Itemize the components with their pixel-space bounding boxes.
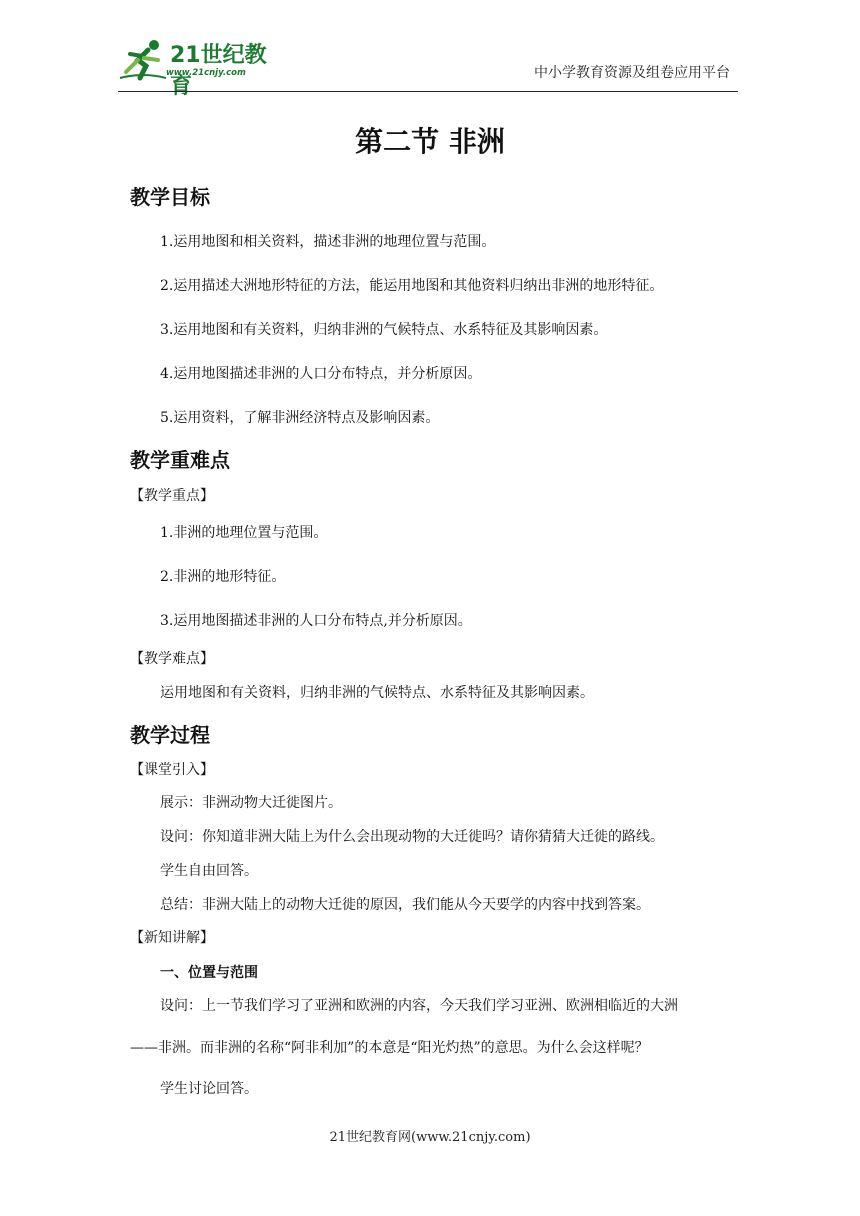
focus-item: 2.非洲的地形特征。	[160, 569, 286, 585]
sub-heading-location: 一、位置与范围	[160, 965, 258, 981]
focus-item: 1.非洲的地理位置与范围。	[160, 525, 328, 541]
header-divider	[118, 91, 738, 92]
page-title: 第二节 非洲	[355, 125, 505, 158]
goal-item: 4.运用地图描述非洲的人口分布特点，并分析原因。	[160, 366, 482, 382]
document-body	[130, 178, 730, 1099]
intro-item: 学生自由回答。	[160, 863, 258, 879]
page-footer: 21世纪教育网(www.21cnjy.com)	[329, 1130, 531, 1145]
section-heading-keypoints: 教学重难点	[130, 448, 230, 472]
goal-item: 2.运用描述大洲地形特征的方法，能运用地图和其他资料归纳出非洲的地形特征。	[160, 278, 664, 294]
intro-tag: 【课堂引入】	[130, 762, 214, 778]
question-line: 设问：上一节我们学习了亚洲和欧洲的内容，今天我们学习亚洲、欧洲相临近的大洲	[160, 998, 678, 1014]
section-heading-process: 教学过程	[130, 723, 210, 747]
question-line: ——非洲。而非洲的名称“阿非利加”的本意是“阳光灼热”的意思。为什么会这样呢？	[130, 1040, 649, 1056]
difficulty-tag: 【教学难点】	[130, 651, 214, 667]
intro-item: 总结：非洲大陆上的动物大迁徙的原因，我们能从今天要学的内容中找到答案。	[160, 897, 650, 913]
intro-item: 设问：你知道非洲大陆上为什么会出现动物的大迁徙吗？请你猜猜大迁徙的路线。	[160, 829, 664, 845]
goal-item: 1.运用地图和相关资料，描述非洲的地理位置与范围。	[160, 234, 496, 250]
page-header	[0, 0, 860, 99]
goal-item: 3.运用地图和有关资料，归纳非洲的气候特点、水系特征及其影响因素。	[160, 322, 608, 338]
discussion-line: 学生讨论回答。	[160, 1081, 258, 1097]
section-heading-goals: 教学目标	[130, 185, 210, 209]
platform-name: 中小学教育资源及组卷应用平台	[534, 65, 730, 81]
new-knowledge-tag: 【新知讲解】	[130, 930, 214, 946]
runner-logo-icon	[118, 38, 168, 82]
intro-item: 展示：非洲动物大迁徙图片。	[160, 795, 342, 811]
focus-tag: 【教学重点】	[130, 488, 214, 504]
logo-url: www.21cnjy.com	[166, 68, 246, 78]
logo-text: 21世纪教育	[170, 43, 267, 99]
logo	[118, 38, 288, 99]
goal-item: 5.运用资料，了解非洲经济特点及影响因素。	[160, 410, 440, 426]
focus-item: 3.运用地图描述非洲的人口分布特点,并分析原因。	[160, 613, 472, 629]
difficulty-text: 运用地图和有关资料，归纳非洲的气候特点、水系特征及其影响因素。	[160, 685, 594, 701]
